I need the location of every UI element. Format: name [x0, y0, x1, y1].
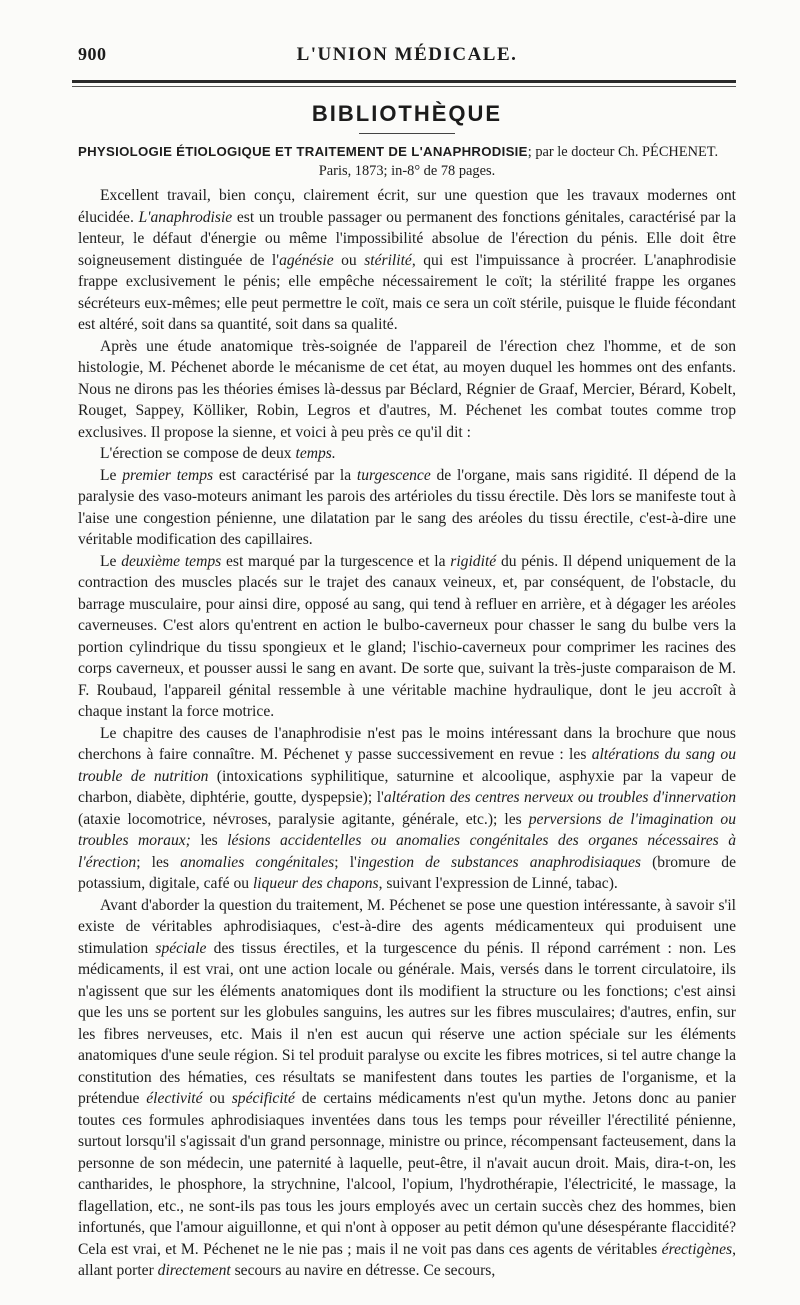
text-run: Le: [100, 552, 122, 570]
italic-run: turgescence: [356, 466, 431, 484]
text-run: Avant d'aborder la question du traitement, M. Péchenet se pose une question intéressante, à savoir s'il existe de véritables aphrodisiaques, c'est-à-dire des agents médicamenteux qui produisent une stimulation: [78, 896, 736, 957]
text-run: ; l': [334, 853, 357, 871]
italic-run: altérations du sang ou trouble de nutrition: [78, 746, 736, 785]
text-run: de l'organe, mais sans rigidité. Il dépend de la paralysie des vaso-moteurs animant les parois des artérioles du tissu érectile. Dès lors se manifeste tout à l'aise une congestion pénienne, une dilatation par le sang des aréoles du tissu érectile, c'est-à-dire une véritable modification des capillaires.: [78, 466, 736, 548]
italic-run: deuxième temps: [121, 552, 222, 570]
paragraph: [78, 443, 736, 465]
text-run: ou: [333, 251, 365, 269]
text-run: L'érection se compose de deux: [100, 445, 296, 462]
italic-run: premier temps: [122, 466, 214, 484]
italic-run: agénésie: [279, 251, 334, 269]
text-run: (intoxications syphilitique, saturnine et alcoolique, asphyxie par la vapeur de charbon, diabète, diphtérie, goutte, dyspepsie); l': [78, 767, 736, 806]
text-run: est marqué par la turgescence et la: [221, 552, 451, 570]
text-run: (bromure de potassium, digitale, café ou: [78, 853, 736, 892]
text-run: secours au navire en détresse. Ce secours,: [230, 1262, 496, 1279]
section-title-rule: [359, 133, 455, 134]
italic-run: temps.: [295, 445, 336, 462]
italic-run: ingestion de substances anaphrodisiaques: [356, 853, 641, 871]
paragraph: [78, 723, 736, 895]
text-run: de certains médicaments n'est qu'un mythe. Jetons donc au panier toutes ces formules aphrodisiaques inventées dans tous les temps pour réveiller l'érectilité pénienne, surtout lorsqu'il s'agissait d'un grand personnage, ministre ou prince, récompensant facteusement, dans la personne de son médecin, une paternité à laquelle, peut-être, il n'avait aucun droit. Mais, dira-t-on, les cantharides, le phosphore, la strychnine, l'alcool, l'opium, l'hydrothérapie, l'électricité, le massage, la flagellation, etc., ne sont-ils pas tous les jours employés avec un certain succès chez des hommes, bien infortunés, que l'amour aiguillonne, et qui n'ont à opposer au petit démon qu'une désespérante flaccidité? Cela est vrai, et M. Péchenet ne le nie pas ; mais il ne voit pas dans ces agents de véritables: [78, 1090, 737, 1258]
text-run: Le: [100, 466, 123, 484]
text-run: ou: [202, 1090, 232, 1107]
running-head: [78, 44, 736, 74]
text-run: Après une étude anatomique très-soignée de l'appareil de l'érection chez l'homme, et de son histologie, M. Péchenet aborde le mécanisme de cet état, au moyen duquel les hommes ont des enfants. Nous ne dirons pas les théories émises là-dessus par Béclard, Régnier de Graaf, Mercier, Bérard, Kobelt, Rouget, Sappey, Kölliker, Robin, Legros et d'autres, M. Péchenet les combat toutes comme trop exclusives. Il propose la sienne, et voici à peu près ce qu'il dit :: [78, 337, 736, 441]
italic-run: anomalies congénitales: [180, 853, 335, 871]
text-run: Le chapitre des causes de l'anaphrodisie n'est pas le moins intéressant dans la brochure que nous cherchons à faire connaître. M. Péchenet y passe successivement en revue : les: [78, 724, 736, 763]
text-run: , allant porter: [78, 1240, 736, 1279]
text-run: , qui est l'impuissance à procréer. L'anaphrodisie frappe exclusivement le pénis; elle empêche nécessairement le coït; la stérilité frappe les organes sécréteurs eux-mêmes; elle peut permettre le coït, mais ce sera un coït stérile, puisque le fluide fécondant est altéré, soit dans sa quantité, soit dans sa qualité.: [78, 251, 737, 333]
italic-run: L'anaphrodisie: [138, 208, 233, 226]
italic-run: directement: [157, 1262, 231, 1279]
text-run: (ataxie locomotrice, névroses, paralysie agitante, générale, etc.); les: [78, 810, 529, 828]
paragraph: [78, 336, 736, 444]
paragraph: [78, 465, 736, 551]
header-rule-thin: [72, 86, 736, 87]
italic-run: rigidité: [450, 552, 497, 570]
review-title: PHYSIOLOGIE ÉTIOLOGIQUE ET TRAITEMENT DE L'ANAPHRODISIE: [78, 144, 528, 159]
header-rule: [72, 80, 736, 83]
italic-run: stérilité: [364, 251, 412, 269]
italic-run: spécificité: [231, 1090, 295, 1107]
italic-run: électivité: [146, 1090, 203, 1107]
paragraph: [78, 895, 736, 1282]
text-run: , suivant l'expression de Linné, tabac).: [378, 875, 618, 892]
text-run: les: [190, 832, 228, 849]
journal-title: L'UNION MÉDICALE.: [296, 44, 518, 65]
review-body: [78, 185, 736, 1282]
italic-run: perversions de l'imagination ou troubles moraux;: [78, 810, 736, 849]
section-title: BIBLIOTHÈQUE: [311, 101, 503, 126]
italic-run: liqueur des chapons: [252, 875, 379, 892]
paragraph: [78, 551, 736, 723]
italic-run: altération des centres nerveux ou troubles d'innervation: [383, 789, 736, 806]
text-run: du pénis. Il dépend uniquement de la contraction des muscles placés sur le trajet des canaux veineux, et, par conséquent, de l'obstacle, du barrage musculaire, pour ainsi dire, opposé au sang, qui tend à refluer en arrière, et à dégager les aréoles caverneuses. C'est alors qu'entrent en action le bulbo-caverneux pour chasser le sang du bulbe vers la portion cylindrique du tissu spongieux et le gland; l'ischio-caverneux pour comprimer les racines des corps caverneux, et pousser aussi le sang en avant. De sorte que, suivant la très-juste comparaison de M. F. Roubaud, l'appareil génital ressemble à une véritable machine hydraulique, dont le jeu accroît à chaque instant la force motrice.: [78, 552, 736, 720]
review-author: ; par le docteur Ch. PÉCHENET.: [527, 144, 719, 160]
text-run: ; les: [136, 853, 181, 871]
text-run: est un trouble passager ou permanent des fonctions génitales, caractérisé par la lenteur, le défaut d'énergie ou même l'impossibilité absolue de l'érection du pénis. Elle doit être soigneusement distinguée de l': [78, 208, 736, 269]
text-run: des tissus érectiles, et la turgescence du pénis. Il répond carrément : non. Les médicaments, il est vrai, ont une action locale ou générale. Mais, versés dans le torrent circulatoire, ils n'agissent que sur les éléments anatomiques dont ils modifient la structure ou les fonctions; c'est ainsi que les uns se portent sur les globules sanguins, les autres sur les fibres musculaires; d'autres, enfin, sur les fibres nerveuses, etc. Mais il n'en est aucun qui réserve une action spéciale sur les éléments anatomiques d'une seule région. Si tel produit paralyse ou excite les fibres motrices, si tel autre change la constitution des hématies, ces résultats se manifestent dans toutes les parties de l'organisme, et la prétendue: [78, 939, 736, 1107]
text-run: Excellent travail, bien conçu, clairement écrit, sur une question que les travaux modernes ont élucidée.: [78, 187, 736, 226]
italic-run: lésions accidentelles ou anomalies congénitales des organes nécessaires à l'érection: [78, 832, 736, 871]
text-run: est caractérisé par la: [213, 466, 357, 484]
page-number: 900: [78, 44, 107, 64]
review-imprint: Paris, 1873; in-8° de 78 pages.: [318, 163, 496, 179]
italic-run: érectigènes: [661, 1240, 733, 1258]
review-heading: [78, 142, 736, 181]
italic-run: spéciale: [155, 939, 207, 957]
paragraph: [78, 185, 736, 336]
